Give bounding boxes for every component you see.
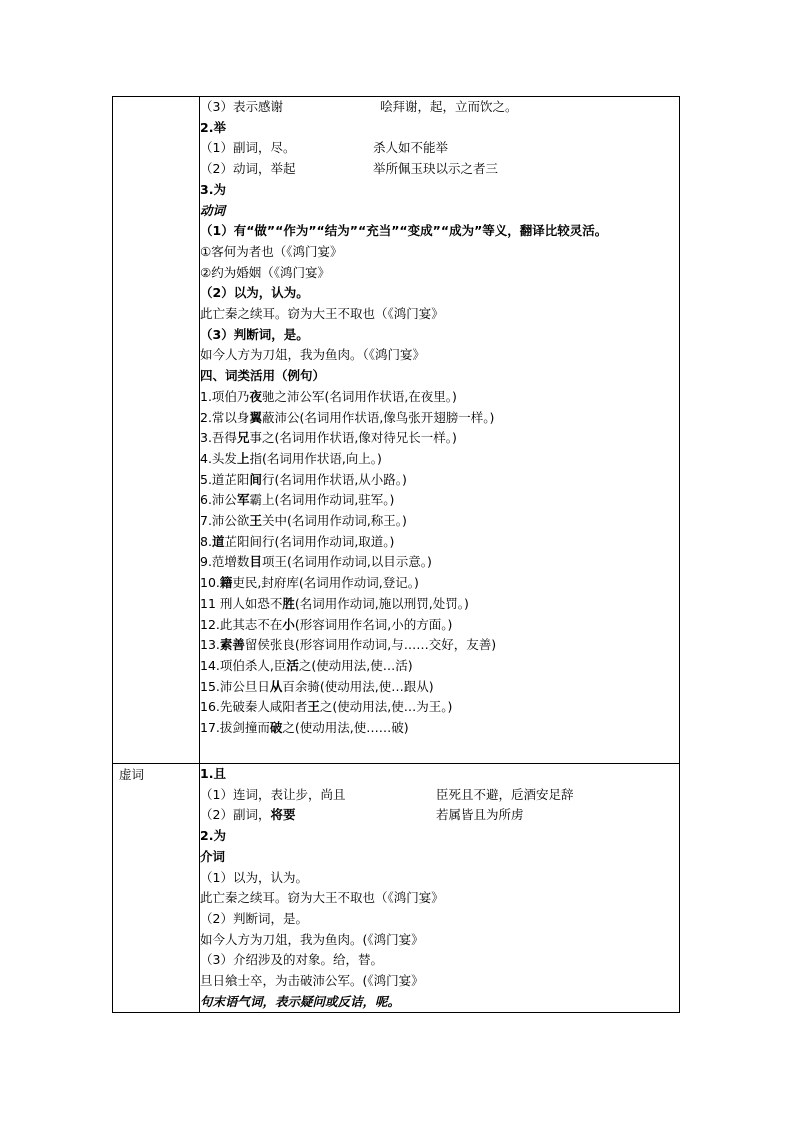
example-keyword: 活 [286,657,299,673]
heading-line: 2.为 [200,828,226,844]
example-line [200,594,679,615]
example-prefix: 1.项伯乃 [200,388,250,404]
example-keyword: 上 [236,450,250,466]
example-keyword: 小 [282,616,295,632]
example-suffix: 留侯张良(形容词用作动词,与……交好，友善) [244,637,497,653]
example-suffix: 关中(名词用作动词,称王。) [261,513,407,529]
heading-line: 1.且 [200,766,226,781]
table-row-content-words [113,97,680,764]
example-keyword: 道 [211,533,225,549]
example-keyword: 兄 [236,430,250,446]
example-keyword: 夜 [249,388,262,404]
example-line [200,470,679,491]
heading-line: 3.为 [200,181,226,197]
row-label-function-words: 虚词 [119,767,145,782]
example-suffix: 霸上(名词用作动词,驻军。) [249,492,395,508]
example-keyword: 胜 [282,595,295,611]
text-line [200,138,679,159]
example-line [200,656,679,677]
example-suffix: 蔽沛公(名词用作状语,像鸟张开翅膀一样。) [261,409,495,425]
line-example: 若属皆且为所虏 [436,807,524,823]
example-keyword: 王 [307,699,320,715]
example-prefix: 15.沛公旦日 [200,678,270,694]
example-prefix: 13. [200,637,220,653]
example-prefix: 12.此其志不在 [200,616,283,632]
text-line: 如今人方为刀俎，我为鱼肉。（《鸿门宴》 [200,347,426,363]
example-suffix: 项王(名词用作动词,以目示意。) [261,554,432,570]
text-line: ①客何为者也（《鸿门宴》 [200,243,343,259]
example-suffix: (名词用作动词,施以刑罚,处罚。) [294,595,469,611]
line-example: 举所佩玉玦以示之者三 [373,161,499,177]
example-prefix: 7.沛公欲 [200,513,250,529]
line-term-bold: 将要 [270,807,296,823]
example-prefix: 8. [200,533,212,549]
heading-line: 句末语气词，表示疑问或反诘，呢。 [200,993,401,1009]
example-prefix: 16.先破秦人咸阳者 [200,699,308,715]
line-term: （3）表示感谢 [200,99,283,114]
example-suffix: 百余骑(使动用法,使…跟从) [282,678,434,694]
example-line [200,697,679,718]
heading-line: （2）以为，认为。 [200,285,309,301]
row-label [113,97,199,98]
example-line [200,635,679,656]
example-prefix: 6.沛公 [200,492,237,508]
line-term-prefix: （2）副词， [200,807,271,823]
example-suffix: 之(使动用法,使…活) [298,657,413,673]
example-keyword: 军 [236,492,250,508]
example-prefix: 3.吾得 [200,430,237,446]
example-line [200,387,679,408]
text-line [200,159,679,180]
example-prefix: 14.项伯杀人,臣 [200,657,287,673]
example-prefix: 9.范增数 [200,554,250,570]
example-line [200,408,679,429]
line-term: （2）动词，举起 [200,161,296,177]
example-prefix: 2.常以身 [200,409,250,425]
example-prefix: 17.拔剑撞而 [200,720,270,736]
row-body-cell [200,764,680,1013]
line-example: 杀人如不能举 [373,140,449,156]
heading-line: （3）判断词，是。 [200,326,309,342]
example-suffix: 之(使动用法,使…为王。) [319,699,453,715]
example-line [200,552,679,573]
spacer [200,739,679,747]
table-row-function-words [113,764,680,1013]
text-line: （3）介绍涉及的对象。给，替。 [200,952,383,968]
example-keyword: 翼 [249,409,262,425]
text-line [200,785,679,806]
example-suffix: 芷阳间行(名词用作动词,取道。) [224,533,395,549]
line-example: 哙拜谢，起，立而饮之。 [380,99,518,114]
line-term: （1）副词，尽。 [200,140,296,156]
line-term: （1）连词，表让步，尚且 [200,786,346,802]
row-label-cell [113,97,200,764]
notes-table [112,96,680,1013]
row-label-cell [113,764,200,1013]
example-prefix: 11 刑人如恐不 [200,595,283,611]
heading-line: 动词 [200,202,226,218]
example-line [200,532,679,553]
text-line: 旦日飨士卒，为击破沛公军。(《鸿门宴》 [200,973,424,989]
text-line: （1）以为，认为。 [200,869,308,885]
text-line [200,805,679,826]
example-line [200,615,679,636]
text-line: ②约为婚姻（《鸿门宴》 [200,264,330,280]
example-suffix: 指(名词用作状语,向上。) [249,450,382,466]
example-suffix: 驰之沛公军(名词用作状语,在夜里。) [261,388,457,404]
example-suffix: 事之(名词用作状语,像对待兄长一样。) [249,430,457,446]
text-line: 此亡秦之续耳。窃为大王不取也（《鸿门宴》 [200,306,444,322]
example-suffix: 吏民,封府库(名词用作动词,登记。) [232,575,419,591]
line-example: 臣死且不避，卮酒安足辞 [436,786,574,802]
text-line [200,97,679,118]
example-line [200,677,679,698]
example-prefix: 4.头发 [200,450,237,466]
example-line [200,490,679,511]
example-keyword: 籍 [219,575,233,591]
example-prefix: 5.道芷阳 [200,471,250,487]
example-line [200,428,679,449]
example-suffix: (形容词用作名词,小的方面。) [294,616,453,632]
example-keyword: 破 [269,720,283,736]
example-line [200,573,679,594]
example-keyword: 从 [269,678,283,694]
text-line: 此亡秦之续耳。窃为大王不取也（《鸿门宴》 [200,890,444,906]
row-body-cell [200,97,680,764]
example-suffix: 行(名词用作状语,从小路。) [261,471,407,487]
text-line: （2）判断词，是。 [200,910,308,926]
line-term [200,805,436,826]
example-keyword: 目 [249,554,262,570]
example-keyword: 王 [249,513,262,529]
example-prefix: 10. [200,575,220,591]
example-keyword: 间 [249,471,262,487]
heading-line: 2.举 [200,119,226,135]
heading-line: （1）有“做”“作为”“结为”“充当”“变成”“成为”等义，翻译比较灵活。 [200,223,608,239]
heading-line: 介词 [200,848,226,864]
text-line: 如今人方为刀俎，我为鱼肉。(《鸿门宴》 [200,931,424,947]
heading-line: 四、词类活用（例句） [200,368,326,384]
example-line [200,511,679,532]
example-keyword: 素善 [219,637,245,653]
example-line [200,449,679,470]
example-suffix: 之(使动用法,使……破) [282,720,409,736]
example-line [200,718,679,739]
